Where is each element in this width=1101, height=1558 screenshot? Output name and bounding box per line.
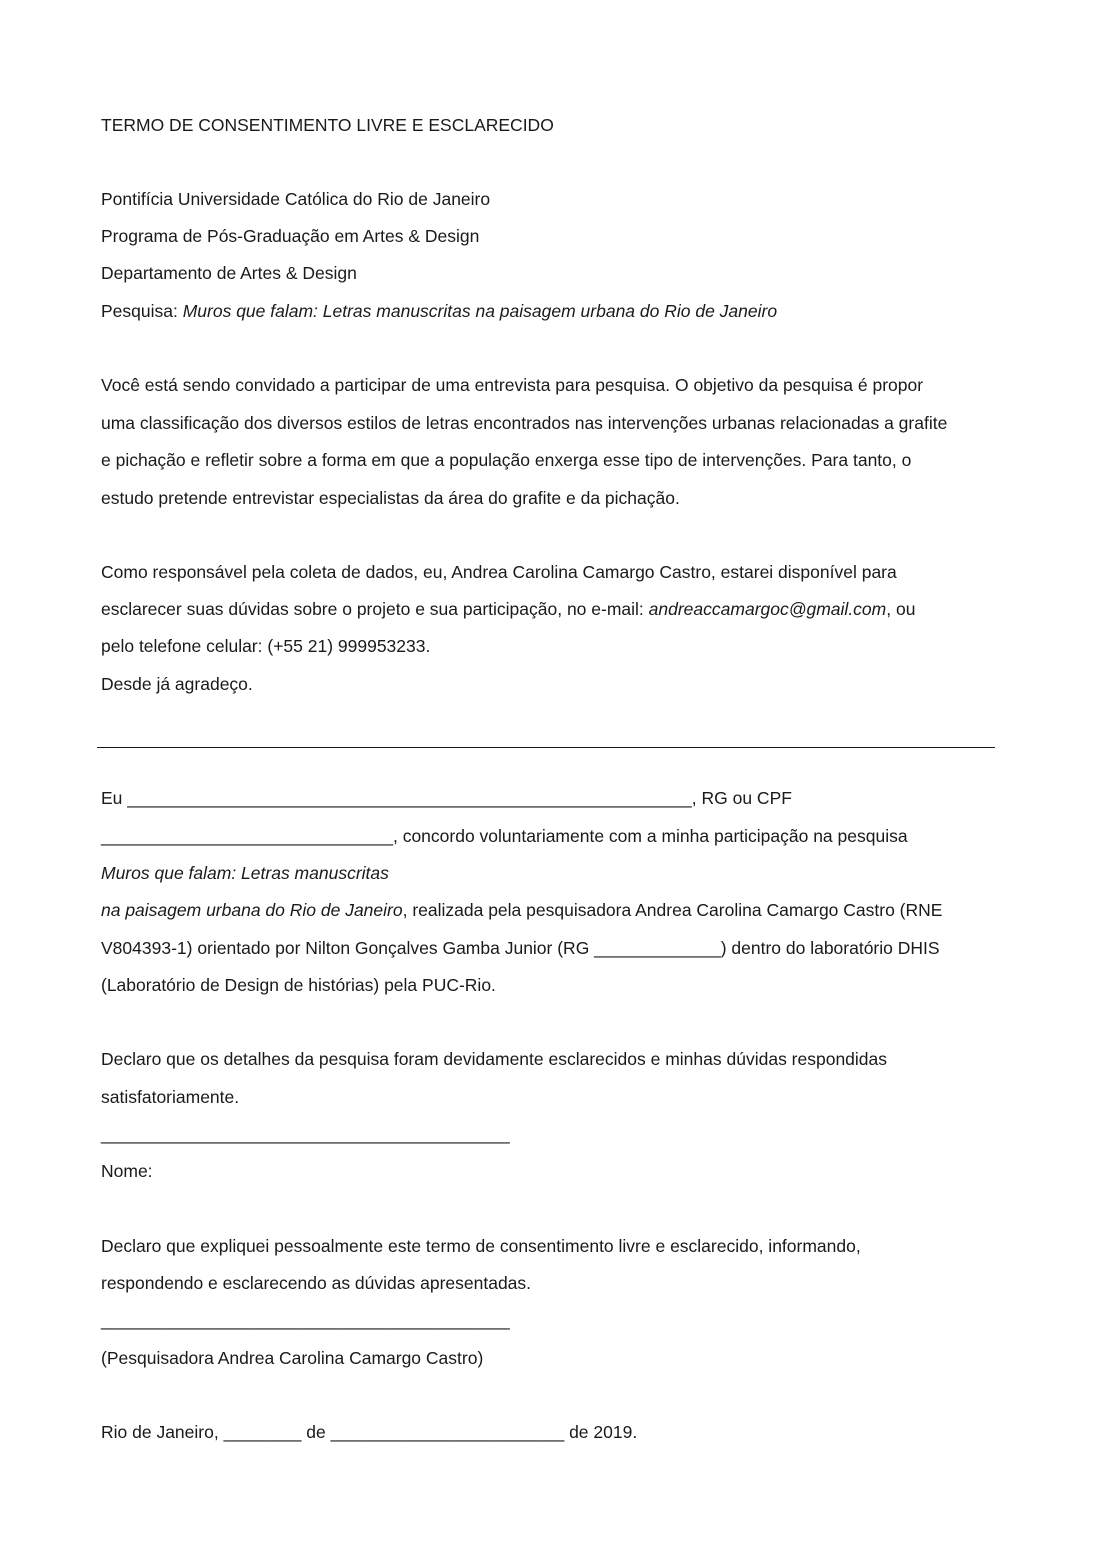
- university-name: Pontifícia Universidade Católica do Rio de Janeiro: [101, 189, 491, 209]
- consent-line-5: V804393-1) orientado por Nilton Gonçalves Gamba Junior (RG _____________) dentro do laboratório DHIS: [101, 938, 940, 958]
- document-title: TERMO DE CONSENTIMENTO LIVRE E ESCLARECIDO: [101, 115, 554, 135]
- research-title: Muros que falam: Letras manuscritas na paisagem urbana do Rio de Janeiro: [182, 301, 778, 321]
- section-divider: [97, 747, 995, 748]
- consent-research-title-2: na paisagem urbana do Rio de Janeiro: [101, 900, 403, 920]
- consent-line-4: [101, 899, 942, 921]
- researcher-declaration-line-2: respondendo e esclarecendo as dúvidas apresentadas.: [101, 1273, 532, 1293]
- participant-declaration-line-1: Declaro que os detalhes da pesquisa foram devidamente esclarecidos e minhas dúvidas respondidas: [101, 1049, 888, 1069]
- contact-email: andreaccamargoc@gmail.com: [648, 599, 887, 619]
- researcher-caption: (Pesquisadora Andrea Carolina Camargo Castro): [101, 1348, 484, 1368]
- contact-line-3: pelo telefone celular: (+55 21) 999953233.: [101, 636, 431, 656]
- intro-line-2: uma classificação dos diversos estilos de letras encontrados nas intervenções urbanas relacionadas a grafite: [101, 413, 948, 433]
- date-line: Rio de Janeiro, ________ de ________________________ de 2019.: [101, 1422, 638, 1442]
- participant-declaration-line-2: satisfatoriamente.: [101, 1087, 240, 1107]
- intro-line-4: estudo pretende entrevistar especialistas da área do grafite e da pichação.: [101, 488, 680, 508]
- intro-line-1: Você está sendo convidado a participar de uma entrevista para pesquisa. O objetivo da pesquisa é propor: [101, 375, 924, 395]
- participant-name-label: Nome:: [101, 1161, 153, 1181]
- thanks-line: Desde já agradeço.: [101, 674, 253, 694]
- consent-line-1: Eu __________________________________________________________, RG ou CPF: [101, 788, 792, 808]
- researcher-signature-line: __________________________________________: [101, 1310, 510, 1330]
- consent-line-2: ______________________________, concordo voluntariamente com a minha participação na pesquisa: [101, 826, 908, 846]
- contact-line-2-text: esclarecer suas dúvidas sobre o projeto e sua participação, no e-mail:: [101, 599, 649, 619]
- contact-line-2-end: , ou: [886, 599, 916, 619]
- department-name: Departamento de Artes & Design: [101, 263, 357, 283]
- researcher-declaration-line-1: Declaro que expliquei pessoalmente este termo de consentimento livre e esclarecido, informando,: [101, 1236, 861, 1256]
- research-line: [101, 300, 777, 322]
- program-name: Programa de Pós-Graduação em Artes & Design: [101, 226, 480, 246]
- contact-line-1: Como responsável pela coleta de dados, eu, Andrea Carolina Camargo Castro, estarei disponível para: [101, 562, 897, 582]
- intro-line-3: e pichação e refletir sobre a forma em que a população enxerga esse tipo de intervenções. Para tanto, o: [101, 450, 912, 470]
- consent-line-6: (Laboratório de Design de histórias) pela PUC-Rio.: [101, 975, 496, 995]
- research-label: Pesquisa:: [101, 301, 183, 321]
- participant-signature-line: __________________________________________: [101, 1124, 510, 1144]
- consent-line-4-text: , realizada pela pesquisadora Andrea Carolina Camargo Castro (RNE: [402, 900, 943, 920]
- consent-research-title-1: Muros que falam: Letras manuscritas: [101, 863, 389, 883]
- contact-line-2: [101, 598, 915, 620]
